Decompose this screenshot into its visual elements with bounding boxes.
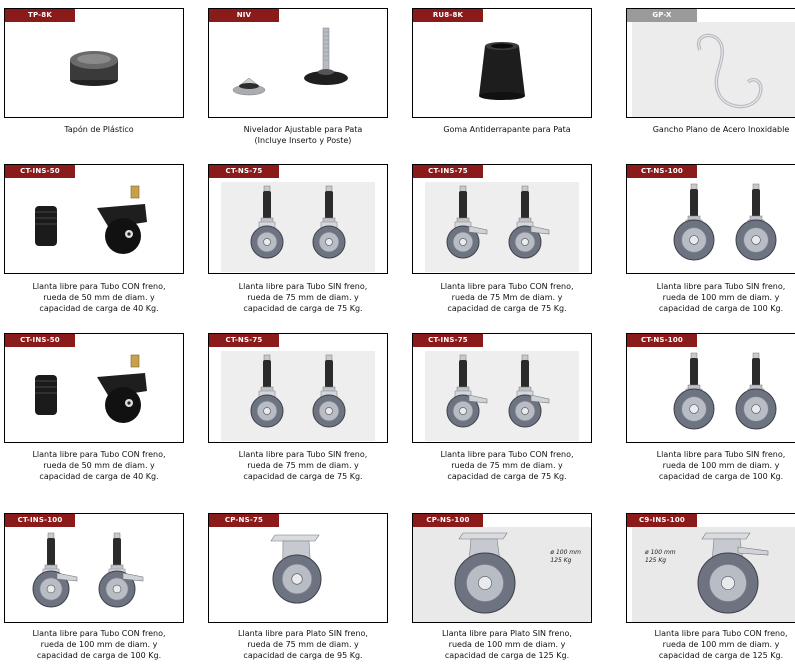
product-description [406, 449, 608, 482]
photo-spec-line: 125 Kg [550, 557, 572, 564]
product-code-tag: CT-INS-50 [5, 165, 75, 178]
description-line: Llanta libre para Tubo SIN freno, [656, 450, 786, 459]
description-line: rueda de 50 mm de diam. y [43, 293, 155, 302]
description-line: capacidad de carga de 125 Kg. [658, 651, 784, 660]
photo-spec-line: ø 100 mm [645, 549, 676, 556]
product-card[interactable] [208, 333, 388, 443]
tube-caster-brake-pair-icon [413, 178, 591, 273]
description-line: rueda de 100 mm de diam. y [662, 293, 780, 302]
product-code-tag: CT-NS-100 [627, 334, 697, 347]
description-line: Llanta libre para Tubo CON freno, [32, 282, 166, 291]
product-code-tag: TP-8K [5, 9, 75, 22]
product-description [202, 628, 404, 661]
product-code-tag: CT-INS-75 [413, 334, 483, 347]
product-card[interactable] [412, 513, 592, 623]
tube-caster-brake-pair-icon [413, 347, 591, 442]
description-line: capacidad de carga de 100 Kg. [658, 472, 784, 481]
product-description [202, 449, 404, 482]
black-caster-icon [5, 347, 183, 442]
description-line: capacidad de carga de 40 Kg. [39, 472, 159, 481]
photo-spec-line: 125 Kg [645, 557, 667, 564]
product-description [406, 281, 608, 314]
description-line: Llanta libre para Tubo CON freno, [32, 450, 166, 459]
product-description [620, 628, 795, 661]
product-code-tag: CT-INS-100 [5, 514, 75, 527]
product-card[interactable] [412, 333, 592, 443]
description-line: rueda de 50 mm de diam. y [43, 461, 155, 470]
photo-spec-label [645, 549, 676, 565]
description-line: rueda de 100 mm de diam. y [662, 461, 780, 470]
tube-caster-pair-icon [209, 178, 387, 273]
description-line: (Incluye Inserto y Poste) [254, 136, 352, 145]
large-tube-caster-brake-pair-icon [5, 527, 183, 622]
product-card[interactable] [4, 513, 184, 623]
description-line: capacidad de carga de 75 Kg. [447, 472, 567, 481]
product-card[interactable] [208, 8, 388, 118]
product-code-tag: CT-NS-75 [209, 334, 279, 347]
large-plate-caster-icon [413, 527, 591, 622]
product-description [0, 281, 200, 314]
product-code-tag: CT-INS-50 [5, 334, 75, 347]
description-line: rueda de 75 mm de diam. y [451, 461, 563, 470]
description-line: rueda de 75 Mm de diam. y [451, 293, 563, 302]
photo-spec-line: ø 100 mm [550, 549, 581, 556]
description-line: Llanta libre para Tubo CON freno, [654, 629, 788, 638]
product-code-tag: CT-NS-75 [209, 165, 279, 178]
description-line: capacidad de carga de 75 Kg. [243, 472, 363, 481]
photo-spec-label [550, 549, 581, 565]
black-caster-icon [5, 178, 183, 273]
large-plate-caster-brake-icon [627, 527, 795, 622]
description-line: capacidad de carga de 100 Kg. [658, 304, 784, 313]
product-description [620, 449, 795, 482]
s-hook-icon [627, 22, 795, 117]
description-line: rueda de 75 mm de diam. y [247, 461, 359, 470]
product-code-tag: CT-NS-100 [627, 165, 697, 178]
product-description [620, 281, 795, 314]
product-code-tag: NIV [209, 9, 279, 22]
rubber-foot-icon [413, 22, 591, 117]
product-code-tag: GP-X [627, 9, 697, 22]
description-line: capacidad de carga de 125 Kg. [444, 651, 570, 660]
product-card[interactable] [4, 8, 184, 118]
product-card[interactable] [626, 164, 795, 274]
description-line: Llanta libre para Tubo CON freno, [32, 629, 166, 638]
product-description [202, 281, 404, 314]
product-card[interactable] [626, 333, 795, 443]
product-code-tag: CP-NS-75 [209, 514, 279, 527]
description-line: Llanta libre para Plato SIN freno, [442, 629, 572, 638]
description-line: capacidad de carga de 75 Kg. [447, 304, 567, 313]
description-line: Llanta libre para Tubo SIN freno, [656, 282, 786, 291]
leveler-icon [209, 22, 387, 117]
description-line: capacidad de carga de 75 Kg. [243, 304, 363, 313]
description-line: capacidad de carga de 95 Kg. [243, 651, 363, 660]
product-description [0, 628, 200, 661]
description-line: rueda de 100 mm de diam. y [662, 640, 780, 649]
product-description [620, 124, 795, 135]
plastic-cap-icon [5, 22, 183, 117]
product-card[interactable] [412, 8, 592, 118]
product-card[interactable] [4, 164, 184, 274]
product-code-tag: CP-NS-100 [413, 514, 483, 527]
description-line: Llanta libre para Plato SIN freno, [238, 629, 368, 638]
description-line: Tapón de Plástico [64, 125, 134, 134]
description-line: Llanta libre para Tubo SIN freno, [238, 450, 368, 459]
large-tube-caster-pair-icon [627, 178, 795, 273]
description-line: Llanta libre para Tubo CON freno, [440, 450, 574, 459]
tube-caster-pair-icon [209, 347, 387, 442]
product-description [406, 124, 608, 135]
description-line: rueda de 100 mm de diam. y [448, 640, 566, 649]
product-card[interactable] [626, 8, 795, 118]
description-line: rueda de 75 mm de diam. y [247, 293, 359, 302]
product-description [0, 449, 200, 482]
description-line: capacidad de carga de 40 Kg. [39, 304, 159, 313]
description-line: rueda de 100 mm de diam. y [40, 640, 158, 649]
product-card[interactable] [626, 513, 795, 623]
description-line: capacidad de carga de 100 Kg. [36, 651, 162, 660]
description-line: Gancho Plano de Acero Inoxidable [652, 125, 790, 134]
product-card[interactable] [4, 333, 184, 443]
product-code-tag: RU8-8K [413, 9, 483, 22]
description-line: rueda de 75 mm de diam. y [247, 640, 359, 649]
product-card[interactable] [412, 164, 592, 274]
product-description [202, 124, 404, 146]
product-code-tag: C9-INS-100 [627, 514, 697, 527]
product-description [0, 124, 200, 135]
description-line: Goma Antiderrapante para Pata [443, 125, 571, 134]
plate-caster-icon [209, 527, 387, 622]
description-line: Nivelador Ajustable para Pata [243, 125, 363, 134]
product-card[interactable] [208, 164, 388, 274]
product-code-tag: CT-INS-75 [413, 165, 483, 178]
description-line: Llanta libre para Tubo CON freno, [440, 282, 574, 291]
large-tube-caster-pair-icon [627, 347, 795, 442]
product-card[interactable] [208, 513, 388, 623]
product-description [406, 628, 608, 661]
description-line: Llanta libre para Tubo SIN freno, [238, 282, 368, 291]
